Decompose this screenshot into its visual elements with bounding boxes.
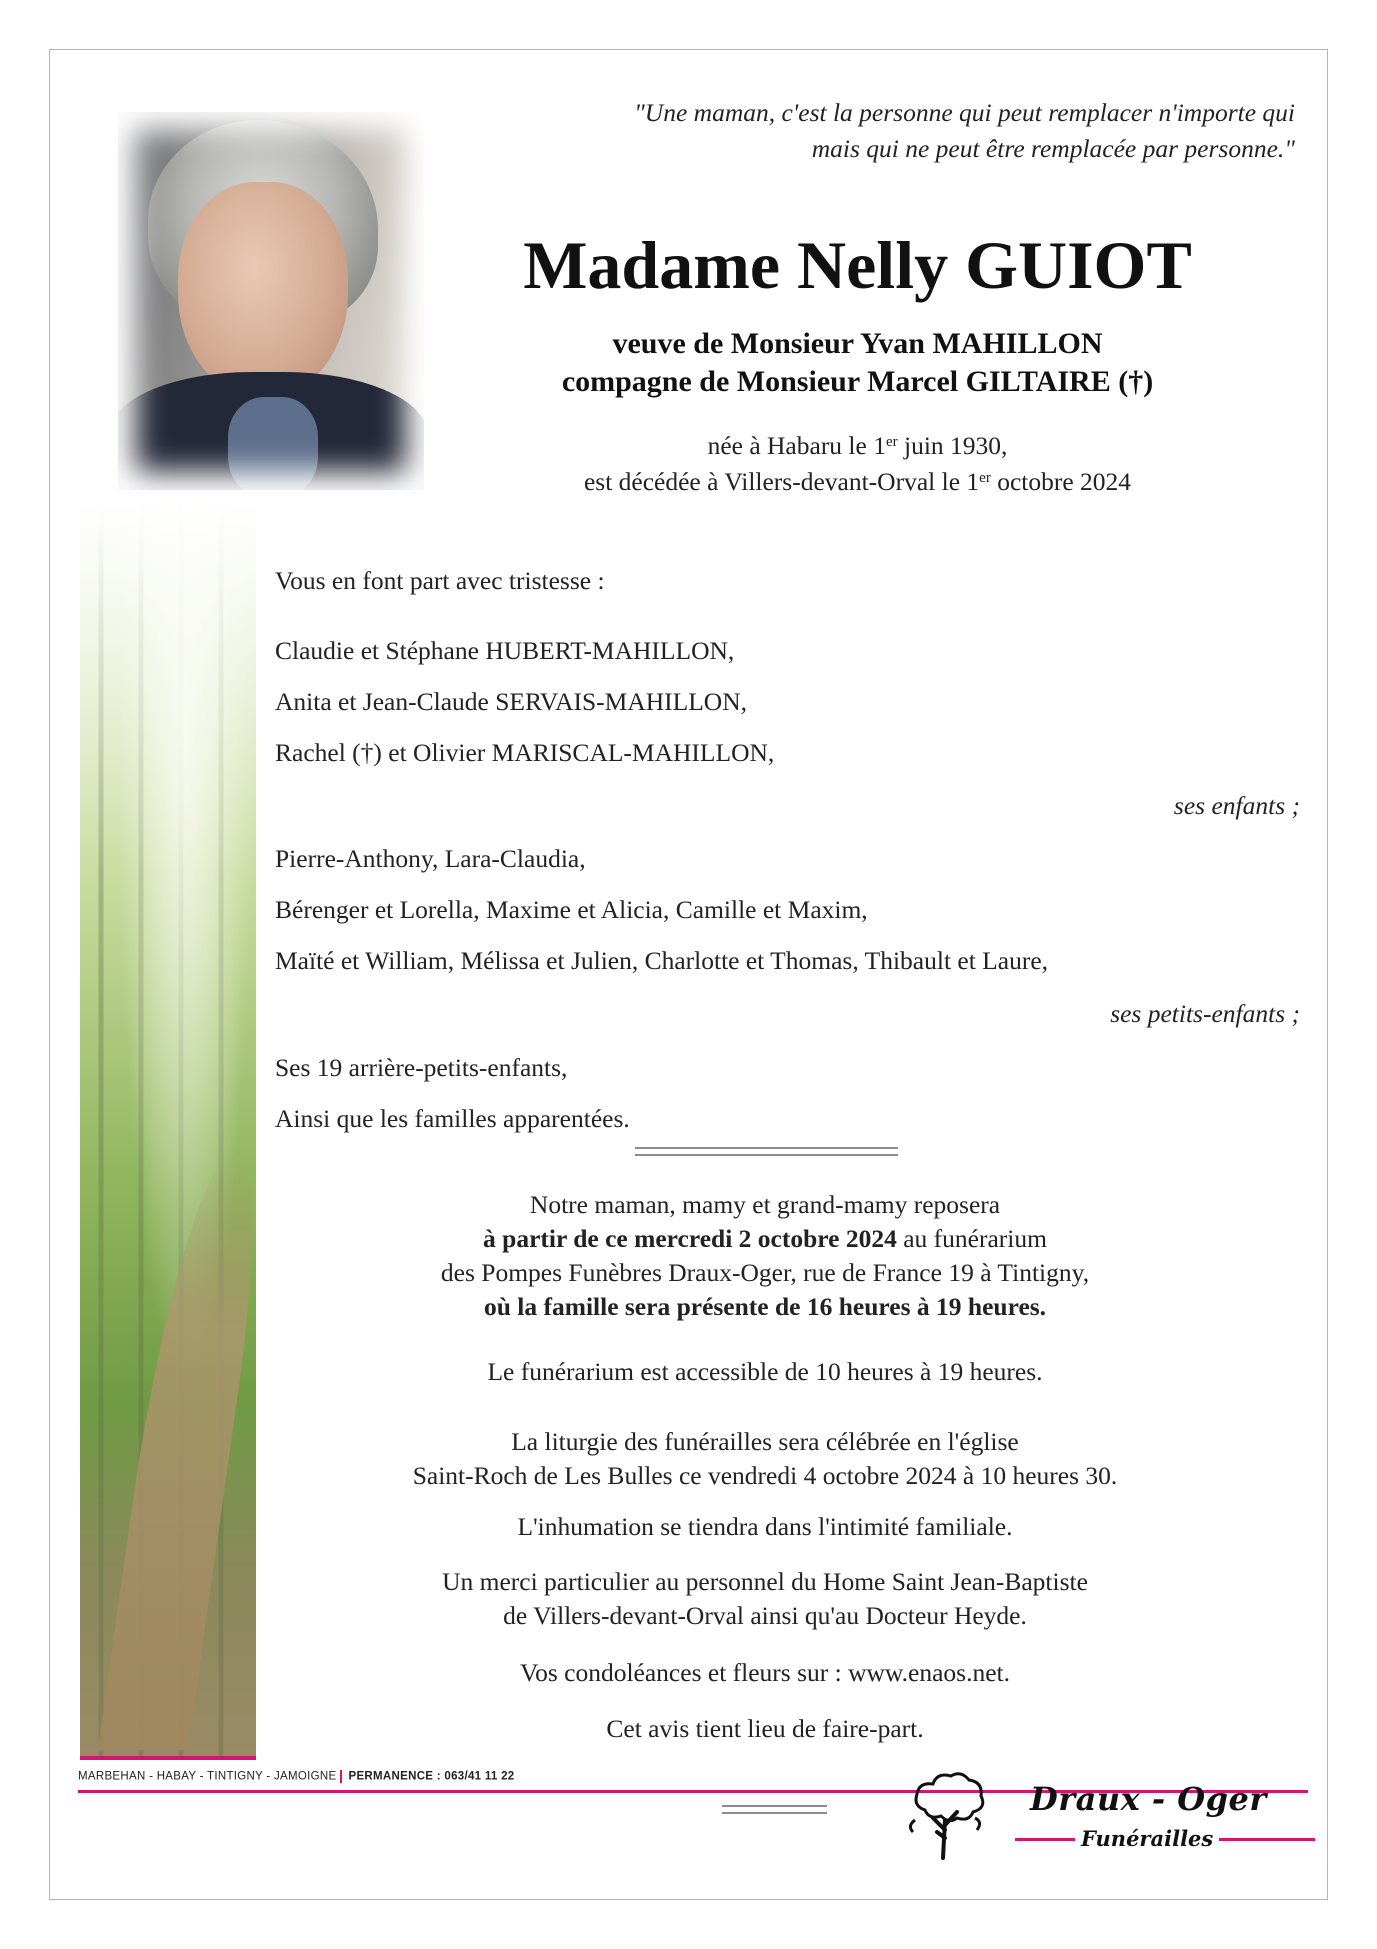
funeral-line-2: Saint-Roch de Les Bulles ce vendredi 4 octobre 2024 à 10 heures 30. bbox=[412, 1461, 1118, 1490]
grandchildren-label: ses petits-enfants ; bbox=[1110, 999, 1300, 1028]
visitation-place: au funérarium bbox=[896, 1224, 1047, 1253]
thanks-line-1: Un merci particulier au personnel du Home Saint Jean-Baptiste bbox=[442, 1567, 1088, 1596]
quote-line-2: mais qui ne peut être remplacée par personne." bbox=[811, 134, 1295, 163]
relation-partner: compagne de Monsieur Marcel GILTAIRE (†) bbox=[561, 365, 1154, 398]
tree-logo-icon bbox=[895, 1770, 995, 1860]
portrait-face bbox=[178, 182, 348, 397]
grandchild-line: Pierre-Anthony, Lara-Claudia, bbox=[275, 844, 586, 873]
birth-line bbox=[470, 428, 1245, 464]
condolences-line: Vos condoléances et fleurs sur : www.enaos.net. bbox=[519, 1658, 1011, 1687]
birth-text-end: juin 1930, bbox=[897, 431, 1008, 460]
child-line: Rachel (†) et Olivier MARISCAL-MAHILLON, bbox=[275, 738, 775, 767]
visitation-line-2 bbox=[300, 1222, 1230, 1256]
brand-name: Draux - Oger bbox=[1030, 1780, 1267, 1818]
notice-line: Cet avis tient lieu de faire-part. bbox=[606, 1714, 924, 1743]
birth-text: née à Habaru le 1 bbox=[707, 431, 886, 460]
grandchild-line: Maïté et William, Mélissa et Julien, Charlotte et Thomas, Thibault et Laure, bbox=[275, 946, 1049, 975]
death-line bbox=[470, 464, 1245, 500]
relations bbox=[470, 325, 1245, 401]
funeral-block bbox=[300, 1425, 1230, 1493]
thanks-block bbox=[300, 1565, 1230, 1633]
footer-double-rule bbox=[722, 1805, 827, 1814]
visitation-line-3: des Pompes Funèbres Draux-Oger, rue de France 19 à Tintigny, bbox=[440, 1258, 1090, 1287]
double-rule-separator bbox=[635, 1147, 898, 1156]
portrait-blouse bbox=[228, 397, 318, 490]
forest-bottom-rule bbox=[80, 1756, 256, 1760]
life-dates bbox=[470, 428, 1245, 500]
visitation-block bbox=[300, 1188, 1230, 1324]
funerarium-hours: Le funérarium est accessible de 10 heures à 19 heures. bbox=[487, 1357, 1043, 1386]
children-label: ses enfants ; bbox=[1173, 791, 1300, 820]
quote bbox=[475, 95, 1295, 167]
visitation-line-1: Notre maman, mamy et grand-mamy reposera bbox=[529, 1190, 1001, 1219]
brand-subtitle: Funérailles bbox=[1075, 1826, 1219, 1851]
footer-permanence: PERMANENCE : 063/41 11 22 bbox=[348, 1770, 515, 1783]
portrait-hair bbox=[148, 120, 378, 330]
thanks-line-2: de Villers-devant-Orval ainsi qu'au Docteur Heyde. bbox=[503, 1601, 1027, 1630]
funeral-line-1: La liturgie des funérailles sera célébrée en l'église bbox=[511, 1427, 1019, 1456]
relation-widow: veuve de Monsieur Yvan MAHILLON bbox=[612, 327, 1103, 360]
portrait-photo bbox=[118, 112, 424, 490]
death-text-end: octobre 2024 bbox=[990, 467, 1132, 496]
death-text: est décédée à Villers-devant-Orval le 1 bbox=[583, 467, 980, 496]
death-sup: er bbox=[979, 470, 991, 486]
visitation-date: à partir de ce mercredi 2 octobre 2024 bbox=[483, 1224, 897, 1253]
grandchild-line: Bérenger et Lorella, Maxime et Alicia, Camille et Maxim, bbox=[275, 895, 868, 924]
footer-divider bbox=[340, 1770, 342, 1783]
deceased-name: Madame Nelly GUIOT bbox=[523, 227, 1192, 303]
burial-line: L'inhumation se tiendra dans l'intimité familiale. bbox=[517, 1512, 1013, 1541]
visitation-line-4: où la famille sera présente de 16 heures à 19 heures. bbox=[483, 1292, 1047, 1321]
footer-contact bbox=[78, 1770, 515, 1783]
great-grandchildren-line: Ses 19 arrière-petits-enfants, bbox=[275, 1053, 568, 1082]
portrait-cardigan bbox=[118, 372, 424, 490]
birth-sup: er bbox=[885, 434, 898, 450]
child-line: Anita et Jean-Claude SERVAIS-MAHILLON, bbox=[275, 687, 747, 716]
families-line: Ainsi que les familles apparentées. bbox=[275, 1104, 630, 1133]
quote-line-1: "Une maman, c'est la personne qui peut remplacer n'importe qui bbox=[634, 98, 1295, 127]
intro-line: Vous en font part avec tristesse : bbox=[275, 566, 605, 595]
footer-locations: MARBEHAN - HABAY - TINTIGNY - JAMOIGNE bbox=[78, 1770, 337, 1783]
child-line: Claudie et Stéphane HUBERT-MAHILLON, bbox=[275, 636, 735, 665]
